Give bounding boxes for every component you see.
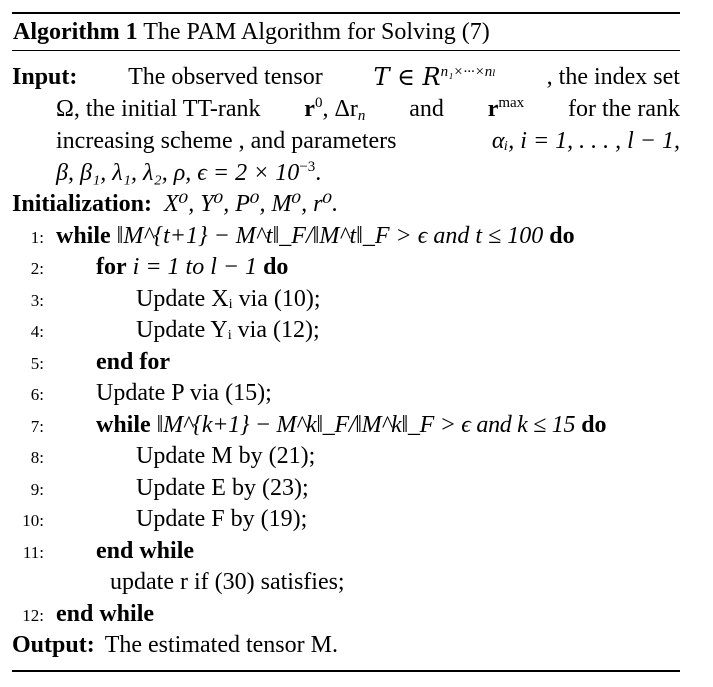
line-number: 7: <box>30 416 44 436</box>
line-number: 4: <box>30 322 44 341</box>
keyword: end while <box>96 537 195 564</box>
input-line1-tensor: T ∈ $R^{n_1\times\cdot\cdot\cdot\times n_l}$ <box>373 63 496 91</box>
title-rule <box>12 50 680 51</box>
input-label: Input: <box>12 64 78 90</box>
input-line2-r0: $r^0$, $\Delta r_n$ <box>304 95 366 124</box>
line-number: 9: <box>30 479 44 499</box>
initialization-text: X⁰, Y⁰, P⁰, M⁰, r⁰. <box>164 191 339 217</box>
condition: ‖M^{k+1} − M^k‖_F/‖M^k‖_F > ϵ and k ≤ 15 <box>156 411 576 438</box>
input-line4: β, β₁, λ₁, λ₂, ρ, ϵ = 2 × 10 <box>56 160 300 186</box>
keyword: while <box>56 222 111 249</box>
input-line2-f: for the rank <box>568 96 680 122</box>
step-7 <box>12 410 680 442</box>
initialization-label: Initialization: <box>12 191 153 217</box>
output-line <box>12 630 680 662</box>
input-line2-and: and <box>409 96 444 122</box>
statement: Update M by (21); <box>136 443 316 469</box>
keyword: while <box>96 411 151 438</box>
step-2 <box>12 252 680 284</box>
statement: Update E by (23); <box>136 474 309 501</box>
input-section <box>12 61 680 189</box>
input-line-2 <box>12 93 680 125</box>
statement: update r if (30) satisfies; <box>110 569 345 595</box>
step-12 <box>12 599 680 631</box>
input-line4-sup: −3 <box>299 159 316 175</box>
line-number: 6: <box>30 385 44 404</box>
input-line3-a: increasing scheme , and parameters <box>56 128 397 154</box>
step-11 <box>12 536 680 568</box>
input-line-4 <box>12 157 680 189</box>
line-number: 5: <box>30 353 44 373</box>
step-3 <box>12 284 680 316</box>
algorithm-title <box>12 14 680 50</box>
input-line4-end: . <box>315 160 322 186</box>
input-line2-rmax: $r^{max}$ <box>487 95 525 122</box>
step-6 <box>12 378 680 410</box>
condition: i = 1 to l − 1 <box>132 254 258 280</box>
keyword: end while <box>56 600 155 627</box>
statement: Update P via (15); <box>96 380 272 406</box>
line-number: 10: <box>22 511 44 530</box>
input-line-1 <box>12 61 680 93</box>
output-text: The estimated tensor M. <box>104 632 338 658</box>
step-5 <box>12 347 680 379</box>
input-line1-c: , the index set <box>546 64 680 90</box>
input-line2-a: Ω, the initial TT-rank <box>56 96 261 122</box>
keyword: end for <box>96 348 170 375</box>
keyword: for <box>96 254 127 280</box>
input-line1-a: The observed tensor <box>128 64 323 90</box>
bottom-rule <box>12 670 680 672</box>
keyword: do <box>263 254 289 280</box>
step-4 <box>12 315 680 347</box>
condition: ‖M^{t+1} − M^t‖_F/‖M^t‖_F > ϵ and t ≤ 100 <box>116 222 544 249</box>
input-line3-b: αᵢ, i = 1, . . . , l − 1, <box>491 128 680 154</box>
statement: Update Yᵢ via (12); <box>136 317 320 343</box>
initialization-line <box>12 189 680 221</box>
line-number: 8: <box>30 448 44 467</box>
line-number: 2: <box>30 259 44 278</box>
step-1 <box>12 221 680 253</box>
keyword: do <box>549 222 575 249</box>
statement: Update Xᵢ via (10); <box>136 285 321 312</box>
step-update-r <box>12 567 680 599</box>
algorithm-box <box>12 12 680 672</box>
step-9 <box>12 473 680 505</box>
algorithm-label: Algorithm 1 <box>13 19 138 45</box>
step-10 <box>12 504 680 536</box>
line-number: 3: <box>30 290 44 310</box>
algorithm-title-text: The PAM Algorithm for Solving (7) <box>143 19 490 45</box>
output-label: Output: <box>12 632 95 658</box>
statement: Update F by (19); <box>136 506 308 532</box>
keyword: do <box>581 411 607 438</box>
input-line-3 <box>12 125 680 157</box>
line-number: 1: <box>30 227 44 247</box>
step-8 <box>12 441 680 473</box>
line-number: 11: <box>22 542 44 562</box>
line-number: 12: <box>22 605 44 625</box>
